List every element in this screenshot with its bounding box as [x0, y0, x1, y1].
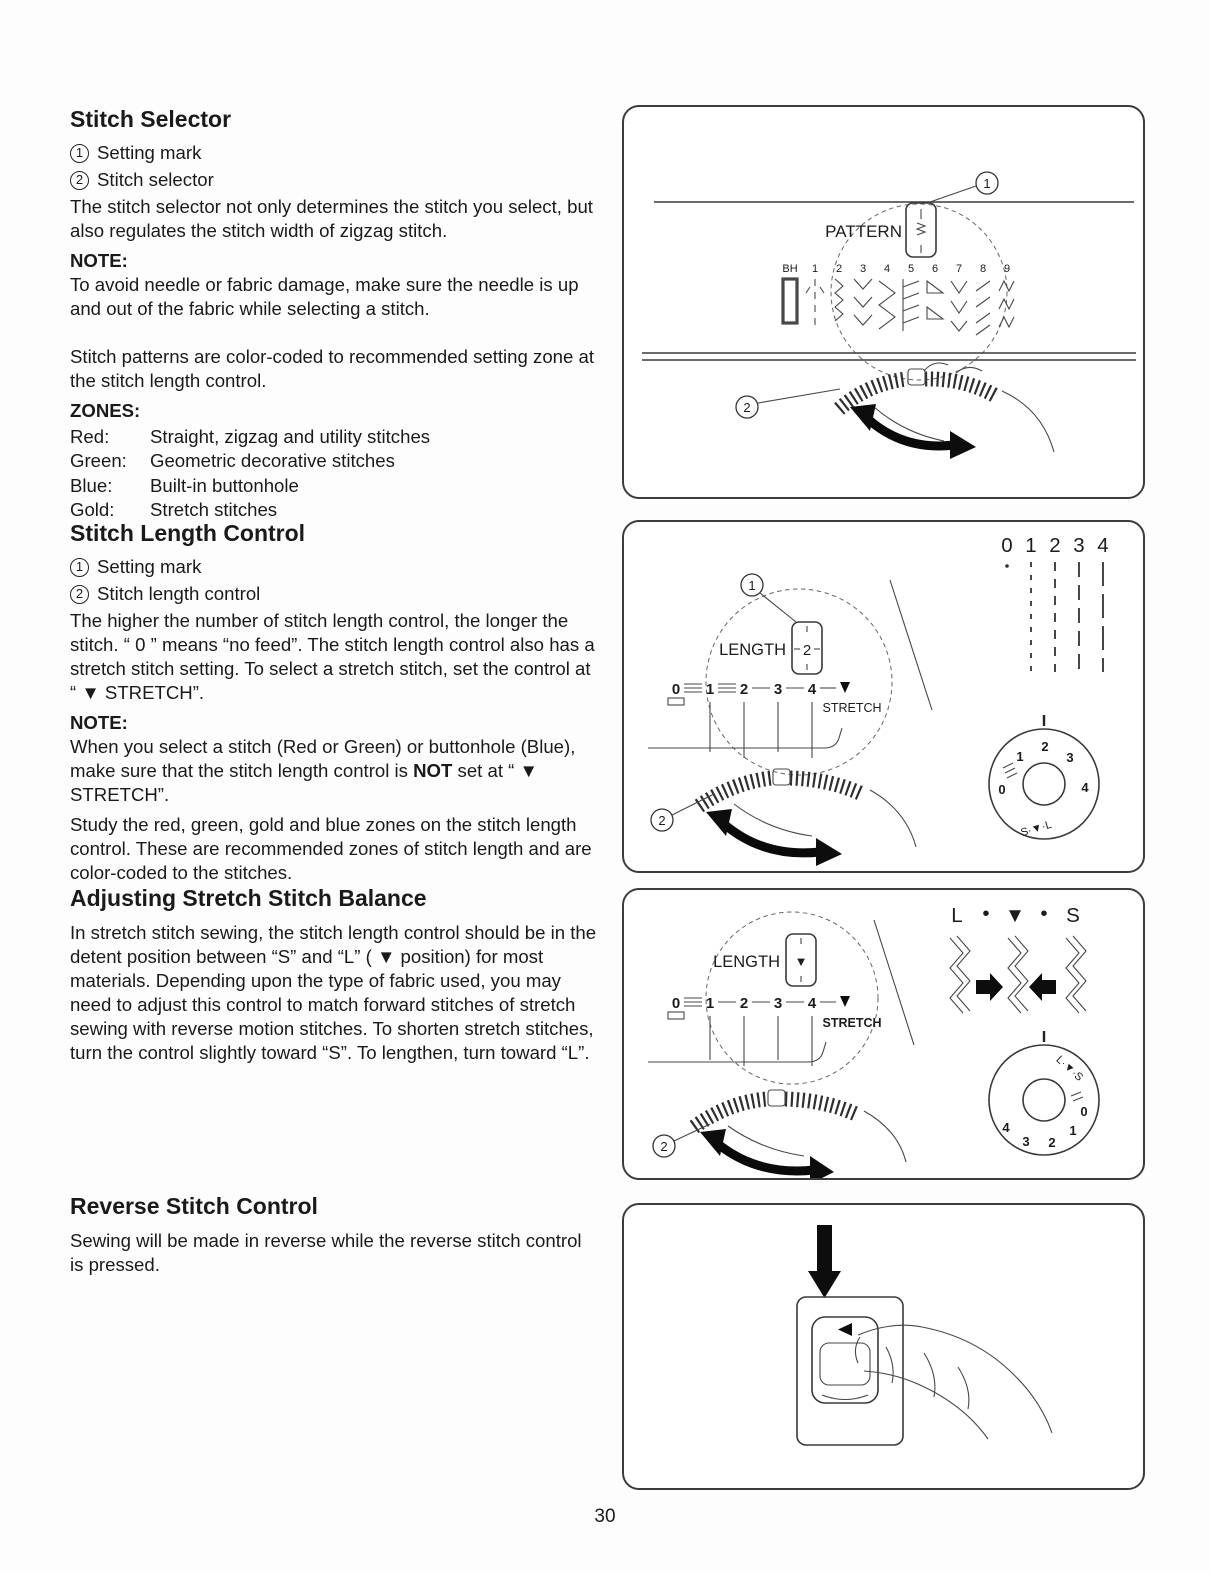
callout-legend-2 — [70, 583, 597, 606]
section-title: Adjusting Stretch Stitch Balance — [70, 885, 427, 911]
zones-label: ZONES: — [70, 400, 141, 422]
svg-text:3: 3 — [773, 995, 783, 1012]
zone-color: Gold: — [70, 498, 115, 520]
svg-text:0: 0 — [998, 782, 1006, 797]
length-comparison-scale — [1001, 534, 1108, 672]
note-text: To avoid needle or fabric damage, make sure the needle is up and out of the fabric while selecting a stitch. — [70, 274, 579, 320]
zone-color: Blue: — [70, 474, 113, 496]
zone-row — [70, 498, 597, 522]
svg-text:3: 3 — [1022, 1134, 1030, 1149]
section-title: Reverse Stitch Control — [70, 1193, 318, 1219]
callout-label: Setting mark — [97, 142, 202, 163]
callout-legend-1 — [70, 142, 597, 165]
svg-text:1: 1 — [705, 681, 715, 698]
svg-text:S: S — [1066, 904, 1080, 927]
svg-text:•: • — [982, 902, 990, 925]
stitch-length-knob[interactable] — [699, 769, 862, 806]
callout-2-marker — [651, 794, 714, 831]
callout-1-marker — [976, 172, 998, 194]
reverse-mark-icon — [838, 1323, 852, 1336]
section-stretch-balance — [70, 885, 597, 1071]
stretch-stitch-samples — [950, 936, 1086, 1013]
length-control-scale — [668, 995, 882, 1066]
svg-text:1: 1 — [705, 995, 715, 1012]
stretch-balance-illustration — [624, 890, 1143, 1178]
note-text — [70, 735, 597, 807]
svg-text:2: 2 — [658, 813, 666, 828]
svg-text:2: 2 — [1049, 534, 1061, 557]
length-window — [786, 934, 816, 986]
zone-row — [70, 449, 597, 473]
figure-stitch-selector — [622, 105, 1145, 499]
svg-text:1: 1 — [1069, 1123, 1077, 1138]
svg-text:2: 2 — [1041, 739, 1049, 754]
svg-text:▼: ▼ — [794, 954, 808, 969]
pattern-label: PATTERN — [825, 222, 902, 241]
svg-text:4: 4 — [1097, 534, 1109, 557]
note-text-pre: When you select a stitch (Red or Green) or buttonhole (Blue), make sure that the stitch length control is — [70, 736, 576, 782]
svg-text:0: 0 — [1080, 1104, 1088, 1119]
svg-text:4: 4 — [1081, 780, 1089, 795]
zone-desc: Geometric decorative stitches — [150, 450, 395, 472]
stitch-selector-knob[interactable] — [839, 369, 996, 409]
note-label: NOTE: — [70, 712, 128, 734]
arrow-left-icon — [1029, 973, 1056, 1001]
body-text: Sewing will be made in reverse while the reverse stitch control is pressed. — [70, 1230, 582, 1275]
svg-text:1: 1 — [983, 176, 991, 191]
svg-text:▼: ▼ — [1004, 904, 1026, 927]
zone-desc: Built-in buttonhole — [150, 474, 299, 496]
section-title: Stitch Length Control — [70, 520, 306, 546]
svg-text:4: 4 — [807, 995, 817, 1012]
circled-number: 2 — [70, 585, 89, 604]
svg-text:4: 4 — [883, 263, 891, 275]
callout-label: Stitch selector — [97, 168, 214, 190]
svg-text:5: 5 — [907, 263, 915, 275]
note-label: NOTE: — [70, 250, 128, 272]
callout-2-marker — [653, 1124, 710, 1157]
length-window — [792, 622, 822, 674]
svg-text:1: 1 — [1025, 534, 1037, 557]
svg-text:2: 2 — [739, 681, 749, 698]
body-text: Stitch patterns are color-coded to recommended setting zone at the stitch length control. — [70, 346, 595, 392]
section-stitch-length-control — [70, 520, 597, 891]
callout-2-marker — [736, 389, 840, 418]
svg-text:6: 6 — [931, 263, 939, 275]
reverse-stitch-illustration — [624, 1205, 1143, 1488]
stretch-label: STRETCH — [822, 701, 882, 715]
svg-text:1: 1 — [748, 578, 756, 593]
hand-illustration — [728, 1111, 906, 1162]
length-control-scale — [668, 681, 882, 758]
svg-text:4: 4 — [807, 681, 817, 698]
note-text-bold: NOT — [413, 760, 453, 782]
figure-stretch-balance — [622, 888, 1145, 1180]
svg-text:1: 1 — [811, 263, 819, 275]
svg-text:3: 3 — [773, 681, 783, 698]
circled-number: 1 — [70, 144, 89, 163]
zone-row — [70, 474, 597, 498]
svg-text:2: 2 — [743, 400, 751, 415]
svg-text:BH: BH — [782, 263, 798, 275]
balance-header — [951, 902, 1080, 927]
svg-text:0: 0 — [1001, 534, 1013, 557]
svg-text:0: 0 — [671, 681, 681, 698]
svg-text:L·▼·S: L·▼·S — [1053, 1053, 1086, 1084]
circled-number: 1 — [70, 558, 89, 577]
figure-stitch-length-control — [622, 520, 1145, 873]
body-text: The higher the number of stitch length control, the longer the stitch. “ 0 ” means “no feed”. The stitch length control also has a stretch stitch setting. To select a stretch stitch, set the control at “ ▼ STRETCH”. — [70, 610, 595, 704]
zoom-circle — [706, 912, 878, 1084]
zone-row — [70, 425, 597, 449]
stretch-label: STRETCH — [822, 1016, 882, 1030]
body-text: Study the red, green, gold and blue zones on the stitch length control. These are recommended zones of stitch length and are color-coded to the stitches. — [70, 814, 592, 884]
page-number: 30 — [594, 1506, 616, 1527]
svg-text:3: 3 — [1066, 750, 1074, 765]
zone-color: Green: — [70, 450, 127, 472]
section-stitch-selector — [70, 106, 597, 522]
stitch-length-knob[interactable] — [694, 1090, 856, 1127]
zone-desc: Straight, zigzag and utility stitches — [150, 426, 431, 448]
svg-text:2: 2 — [802, 642, 812, 659]
turn-direction-arrow — [700, 1129, 834, 1178]
zone-color: Red: — [70, 426, 110, 448]
hand-illustration — [855, 1325, 1052, 1439]
svg-text:•: • — [1040, 902, 1048, 925]
length-label: LENGTH — [719, 641, 786, 659]
stitch-scale-labels — [782, 263, 1010, 275]
svg-text:L: L — [951, 904, 963, 927]
stitch-pattern-glyphs — [783, 279, 1014, 335]
svg-text:1: 1 — [1016, 749, 1024, 764]
stitch-selector-illustration — [624, 107, 1143, 497]
callout-1-marker — [741, 574, 796, 622]
svg-text:7: 7 — [955, 263, 963, 275]
body-text: The stitch selector not only determines the stitch you select, but also regulates the stitch width of zigzag stitch. — [70, 196, 593, 242]
callout-legend-1 — [70, 556, 597, 579]
callout-label: Setting mark — [97, 556, 202, 577]
figure-reverse-stitch-control — [622, 1203, 1145, 1490]
stitch-length-illustration — [624, 522, 1143, 871]
svg-text:2: 2 — [739, 995, 749, 1012]
turn-direction-arrow — [706, 809, 842, 866]
svg-text:8: 8 — [979, 263, 987, 275]
svg-text:0: 0 — [671, 995, 681, 1012]
svg-text:2: 2 — [660, 1139, 668, 1154]
svg-text:2: 2 — [835, 263, 843, 275]
note-text-post: set at “ ▼ STRETCH”. — [70, 760, 538, 806]
stitch-length-dial[interactable] — [989, 715, 1099, 839]
svg-text:4: 4 — [1002, 1120, 1010, 1135]
reverse-control-device — [797, 1297, 903, 1445]
section-title: Stitch Selector — [70, 106, 232, 132]
svg-text:3: 3 — [859, 263, 867, 275]
callout-legend-2 — [70, 169, 597, 192]
circled-number: 2 — [70, 171, 89, 190]
svg-text:2: 2 — [1048, 1135, 1056, 1150]
section-reverse-stitch — [70, 1193, 597, 1283]
hand-illustration — [734, 790, 916, 847]
body-text: In stretch stitch sewing, the stitch length control should be in the detent position between “S” and “L” ( ▼ position) for most materials. Depending upon the type of fabric used, you may need to adjust this control to match forward stitches of stretch sewing with reverse motion stitches. To shorten stretch stitches, turn the control slightly toward “S”. To lengthen, turn toward “L”. — [70, 922, 597, 1063]
zone-desc: Stretch stitches — [150, 498, 278, 520]
length-label: LENGTH — [713, 953, 780, 971]
stretch-balance-dial[interactable] — [989, 1031, 1099, 1155]
zoom-circle — [706, 589, 892, 775]
press-direction-arrow — [808, 1225, 841, 1298]
pattern-window — [906, 203, 936, 257]
arrow-right-icon — [976, 973, 1003, 1001]
svg-text:9: 9 — [1003, 263, 1011, 275]
svg-text:3: 3 — [1073, 534, 1085, 557]
reverse-stitch-button[interactable] — [812, 1317, 878, 1403]
svg-text:S·▼·L: S·▼·L — [1019, 818, 1054, 840]
callout-label: Stitch length control — [97, 582, 261, 604]
